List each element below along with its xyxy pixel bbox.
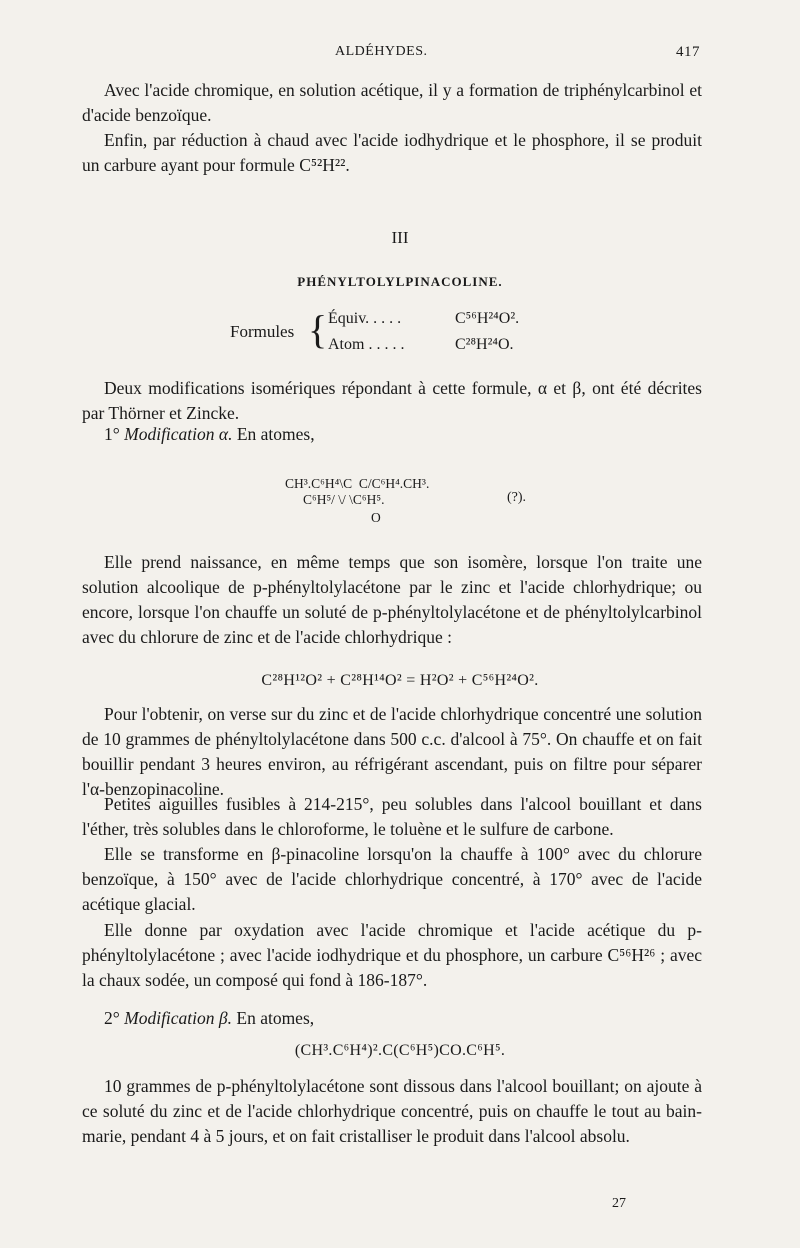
modification-number: 2°: [104, 1008, 120, 1028]
paragraph: Elle donne par oxydation avec l'acide chromique et l'acide acétique du p-phényltolylacétone ; avec l'acide iodhydrique et du phosphore, un carbure C⁵⁶H²⁶ ; avec la chaux sodée, un composé qui fond à 186-187°.: [82, 920, 702, 990]
formula-table: [230, 307, 570, 360]
paragraph: Elle prend naissance, en même temps que son isomère, lorsque l'on traite une solution alcoolique de p-phényltolylacétone par le zinc et l'acide chlorhydrique; ou encore, lorsque l'on chauffe un soluté de p-phényltolylacétone et de phényltolylcarbinol avec du chlorure de zinc et de l'acide chlorhydrique :: [82, 552, 702, 647]
modification-suffix: En atomes,: [236, 1008, 315, 1028]
section-title: PHÉNYLTOLYLPINACOLINE.: [297, 274, 503, 289]
atom-value: C²⁸H²⁴O.: [455, 336, 514, 353]
structural-formula: [285, 476, 545, 540]
paragraph: Avec l'acide chromique, en solution acétique, il y a formation de triphénylcarbinol et d'acide benzoïque.: [82, 80, 702, 125]
atom-label: Atom . . . . .: [328, 336, 405, 353]
reaction-equation: C²⁸H¹²O² + C²⁸H¹⁴O² = H²O² + C⁵⁶H²⁴O².: [261, 672, 539, 689]
modification-suffix: En atomes,: [236, 424, 315, 444]
structure-oxygen: O: [371, 510, 381, 525]
structural-formula-beta: (CH³.C⁶H⁴)².C(C⁶H⁵)CO.C⁶H⁵.: [294, 1042, 506, 1059]
structure-line: CH³.C⁶H⁴\C C/C⁶H⁴.CH³.: [285, 476, 430, 491]
running-title: ALDÉHYDES.: [335, 44, 428, 59]
structure-line: C⁶H⁵/ \/ \C⁶H⁵.: [303, 492, 385, 507]
paragraph: Petites aiguilles fusibles à 214-215°, peu solubles dans l'alcool bouillant et dans l'éther, très solubles dans le chloroforme, le toluène et le sulfure de carbone.: [82, 794, 702, 839]
equiv-label: Équiv. . . . .: [328, 310, 402, 327]
brace-icon: {: [308, 307, 328, 352]
modification-alpha-heading: [104, 424, 315, 445]
page-number: 417: [676, 44, 700, 60]
paragraph: Pour l'obtenir, on verse sur du zinc et de l'acide chlorhydrique concentré une solution de 10 grammes de phényltolylacétone dans 500 c.c. d'alcool à 75°. On chauffe et on fait bouillir pendant 3 heures environ, au réfrigérant ascendant, puis on filtre pour séparer l'α-benzopinacoline.: [82, 704, 702, 799]
equiv-value: C⁵⁶H²⁴O².: [455, 310, 520, 327]
signature-mark: 27: [612, 1196, 626, 1211]
structure-note: (?).: [507, 490, 527, 505]
paragraph: Deux modifications isomériques répondant à cette formule, α et β, ont été décrites par Thörner et Zincke.: [82, 378, 702, 423]
section-numeral: III: [391, 228, 409, 247]
modification-number: 1°: [104, 424, 120, 444]
paragraph: Elle se transforme en β-pinacoline lorsqu'on la chauffe à 100° avec du chlorure benzoïque, à 150° avec de l'acide chlorhydrique concentré, à 170° avec de l'acide acétique glacial.: [82, 844, 702, 914]
modification-label: Modification α.: [124, 424, 233, 444]
paragraph: 10 grammes de p-phényltolylacétone sont dissous dans l'alcool bouillant; on ajoute à ce soluté du zinc et de l'acide chlorhydrique concentré, puis on chauffe le tout au bain-marie, pendant 4 à 5 jours, et on fait cristalliser le produit dans l'alcool absolu.: [82, 1076, 702, 1146]
modification-label: Modification β.: [124, 1008, 232, 1028]
formula-label: Formules: [230, 322, 295, 341]
paragraph: Enfin, par réduction à chaud avec l'acide iodhydrique et le phosphore, il se produit un carbure ayant pour formule C⁵²H²².: [82, 130, 702, 175]
modification-beta-heading: [104, 1008, 314, 1029]
